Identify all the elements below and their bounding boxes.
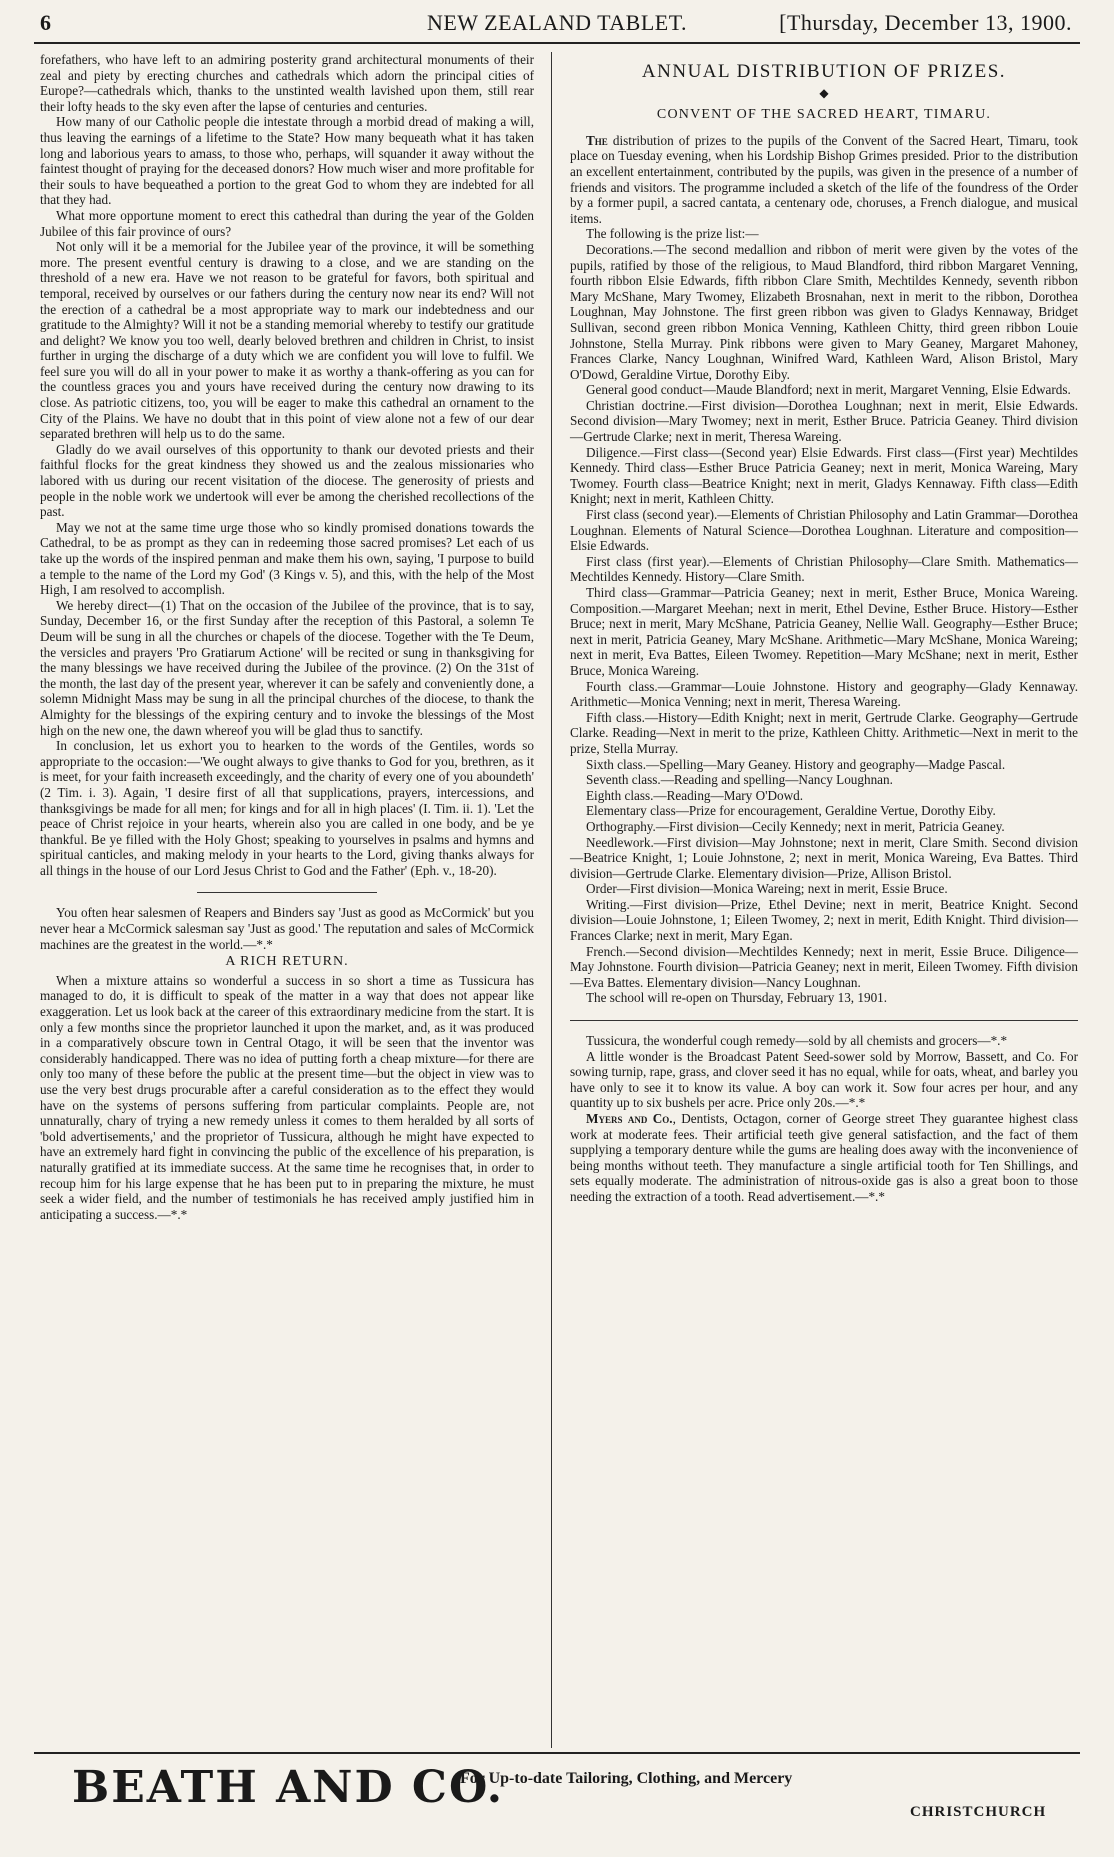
- prize-entry: Needlework.—First division—May Johnstone; next in merit, Clare Smith. Second division—Beatrice Knight, 1; Louie Johnstone, 2; next in merit, Monica Wareing, Eva Battes. Third division—Gertrude Clarke. Elementary division—Prize, Allison Bristol.: [570, 834, 1078, 881]
- prizes-intro: [570, 133, 1078, 227]
- footer-advertisement: [40, 1762, 1080, 1842]
- page-number: 6: [40, 10, 52, 35]
- article-paragraph: forefathers, who have left to an admiring posterity grand architectural monuments of their zeal and piety by erecting churches and cathedrals which adorn the principal cities of Europe?—cathedrals which, thanks to the unstinted wealth lavished upon them, still rear their lofty heads to the sky even after the lapse of centuries and centuries.: [40, 52, 534, 114]
- publication-title: NEW ZEALAND TABLET.: [426, 10, 688, 35]
- article-paragraph: How many of our Catholic people die intestate through a morbid dread of making a will, thus leaving the earnings of a lifetime to the State? How many bequeath what it has taken long and laborious years to amass, to those who, perhaps, will squander it away without the faintest thought of praying for the deceased donors? How much wiser and more profitable for their souls to have bequeathed a portion to the great God to whom they are indebted for all that they had.: [40, 114, 534, 208]
- ad-brand: BEATH AND CO.: [72, 1762, 505, 1813]
- masthead: [34, 8, 1080, 44]
- prize-entry: Fourth class.—Grammar—Louie Johnstone. History and geography—Glady Kennaway. Arithmetic—Monica Venning; next in merit, Theresa Wareing.: [570, 678, 1078, 710]
- seed-sower-notice: A little wonder is the Broadcast Patent Seed-sower sold by Morrow, Bassett, and Co. For sowing turnip, rape, grass, and clover seed it has no equal, while for oats, wheat, and barley you have only to see it to know its value. A boy can work it. Sow four acres per hour, and any quantity up to six bushels per acre. Price only 20s.—*.*: [570, 1048, 1078, 1111]
- prize-entry: French.—Second division—Mechtildes Kennedy; next in merit, Essie Bruce. Diligence—May Johnstone. Fourth division—Patricia Geaney; next in merit, Eileen Twomey. Fifth division—Eva Battes. Elementary division—Nancy Loughnan.: [570, 943, 1078, 990]
- prize-entry: Eighth class.—Reading—Mary O'Dowd.: [586, 787, 804, 803]
- rich-return-article: When a mixture attains so wonderful a success in so short a time as Tussicura has managed to do, it is difficult to speak of the matter in a way that does not appear like exaggeration. Let us look back at the career of this extraordinary medicine from the start. It is only a few months since the proprietor launched it upon the market, and, as it was produced in a comparatively obscure town in Central Otago, it will be seen that the inventor was considerably handicapped. There was no idea of putting forth a cheap mixture—for there are only too many of these before the public at the present time—but the object in view was to use the very best drugs procurable after a careful consideration as to the effect they would have on the systems of persons suffering from particular complaints. People are, not unnaturally, chary of trying a new remedy unless it comes to them heralded by all sorts of 'bold advertisements,' and the proprietor of Tussicura, although he might have expected to have an extremely hard fight in convincing the public of the excellence of his preparation, is naturally gratified at its immediate success. At the same time he recognises that, in order to recoup him for his large expense that he has been put to in preparing the mixture, he must seek a wider field, and the number of testimonials he has received amply justified him in anticipating a success.—*.*: [40, 972, 534, 1222]
- left-column: [40, 52, 534, 1222]
- issue-date: [Thursday, December 13, 1900.: [779, 10, 1072, 35]
- myers-notice: [570, 1111, 1078, 1205]
- right-column: [570, 52, 1078, 1205]
- rich-return-heading: A RICH RETURN.: [225, 954, 349, 970]
- column-divider: [551, 52, 552, 1748]
- prize-entry: Third class—Grammar—Patricia Geaney; next in merit, Esther Bruce, Monica Wareing. Composition.—Margaret Meehan; next in merit, Ethel Devine, Esther Bruce. History—Esther Bruce; next in merit, Mary McShane, Patricia Geaney, Nellie Wall. Geography—Esther Bruce; next in merit, Patricia Geaney, Mary McShane. Arithmetic—Mary McShane, Monica Wareing; next in merit, Eva Battes, Eileen Twomey. Repetition—Mary McShane; next in merit, Esther Bruce, Monica Wareing.: [570, 585, 1078, 678]
- ad-tagline: For Up-to-date Tailoring, Clothing, and Mercery: [460, 1770, 793, 1787]
- article-paragraph: In conclusion, let us exhort you to hearken to the words of the Gentiles, words so appropriate to the occasion:—'We ought always to give thanks to God for you, brethren, as it is meet, for your faith increaseth exceedingly, and the charity of every one of you aboundeth' (2 Tim. i. 3). Again, 'I desire first of all that supplications, prayers, intercessions, and thanksgivings be made for all men; for kings and for all in high places' (I. Tim. ii. 1). 'Let the peace of Christ rejoice in your hearts, wherein also you are called in one body, and be ye thankful. Be ye filled with the Holy Ghost; speaking to yourselves in psalms and hymns and spiritual canticles, and making melody in your hearts to the Lord, giving thanks always for all things in the house of our Lord Jesus Christ to God and the Father' (Eph. v., 18-20).: [40, 738, 534, 878]
- article-paragraph: May we not at the same time urge those who so kindly promised donations towards the Cathedral, to be as prompt as they can in redeeming those sacred promises? Let each of us take up the words of the inspired penman and make them his own, saying, 'I purpose to build a temple to the name of the Lord my God' (3 Kings v. 5), and this, with the help of the Most High, I am resolved to accomplish.: [40, 519, 534, 598]
- prize-entry: First class (first year).—Elements of Christian Philosophy—Clare Smith. Mathematics—Mechtildes Kennedy. History—Clare Smith.: [570, 553, 1078, 585]
- intro-text: distribution of prizes to the pupils of the Convent of the Sacred Heart, Timaru, took place on Tuesday evening, when his Lordship Bishop Grimes presided. Prior to the distribution an excellent entertainment, contributed by the pupils, was given in the presence of a number of friends and visitors. The programme included a sketch of the life of the foundress of the Order by a former pupil, a sacred cantata, a centenary ode, choruses, a French dialogue, and musical items.: [570, 132, 1078, 226]
- ad-city: CHRISTCHURCH: [910, 1804, 1047, 1820]
- prize-list-intro: The following is the prize list:—: [586, 226, 759, 242]
- ornament-icon: ◆: [819, 85, 829, 100]
- prize-entry: Writing.—First division—Prize, Ethel Devine; next in merit, Beatrice Knight. Second division—Louie Johnstone, 1; Eileen Twomey, 2; next in merit, Edith Knight. Third division—Frances Clarke; next in merit, Mary Egan.: [570, 896, 1078, 944]
- prize-entry: First class (second year).—Elements of Christian Philosophy and Latin Grammar—Dorothea Loughnan. Elements of Natural Science—Dorothea Loughnan. Literature and composition—Elsie Edwards.: [570, 507, 1078, 554]
- prize-entry: General good conduct—Maude Blandford; next in merit, Margaret Venning, Elsie Edwards.: [586, 382, 1071, 398]
- prize-entry: Elementary class—Prize for encouragement, Geraldine Vertue, Dorothy Eiby.: [586, 803, 996, 819]
- section-divider: [197, 892, 377, 893]
- section-divider: [570, 1020, 1078, 1021]
- article-paragraph: What more opportune moment to erect this cathedral than during the year of the Golden Jubilee of this fair province of ours?: [40, 207, 534, 239]
- footer-rule: [34, 1752, 1080, 1754]
- prize-entry: Fifth class.—History—Edith Knight; next in merit, Gertrude Clarke. Geography—Gertrude Clarke. Reading—Next in merit to the prize, Kathleen Chitty. Arithmetic—Next in merit to the prize, Stella Murray.: [570, 709, 1078, 756]
- prize-entry: Orthography.—First division—Cecily Kennedy; next in merit, Patricia Geaney.: [586, 818, 1005, 834]
- article-paragraph: Gladly do we avail ourselves of this opportunity to thank our devoted priests and their faithful flocks for the great kindness they showed us and the zealous missionaries who labored with us during our recent visitation of the diocese. The generosity of priests and people in the noble work we undertook will ever be among the cherished recollections of the past.: [40, 441, 534, 520]
- prize-entry: Order—First division—Monica Wareing; next in merit, Essie Bruce.: [586, 881, 948, 897]
- tussicura-notice: Tussicura, the wonderful cough remedy—sold by all chemists and grocers—*.*: [586, 1033, 1008, 1049]
- prize-entry: Christian doctrine.—First division—Dorothea Loughnan; next in merit, Elsie Edwards. Second division—Mary Twomey; next in merit, Esther Bruce. Patricia Geaney. Third division—Gertrude Clarke; next in merit, Theresa Wareing.: [570, 397, 1078, 445]
- prize-entry: Diligence.—First class—(Second year) Elsie Edwards. First class—(First year) Mechtildes Kennedy. Third class—Esther Bruce Patricia Geaney; next in merit, Monica Wareing, Mary Twomey. Fourth class—Beatrice Knight; next in merit, Gladys Kennaway. Fifth class—Edith Knight; next in merit, Kathleen Chitty.: [570, 444, 1078, 507]
- myers-lead: Myers and Co.: [586, 1111, 673, 1126]
- mccormick-notice: You often hear salesmen of Reapers and Binders say 'Just as good as McCormick' but you never hear a McCormick salesman say 'Just as good.' The reputation and sales of McCormick machines are the greatest in the world.—*.*: [40, 905, 534, 952]
- prizes-subheading: CONVENT OF THE SACRED HEART, TIMARU.: [656, 107, 992, 123]
- article-paragraph: Not only will it be a memorial for the Jubilee year of the province, it will be something more. The present eventful century is drawing to a close, and we are standing on the threshold of a new era. Have we not reason to be grateful for favors, both spiritual and temporal, received by ourselves or our fathers during the century now near its end? Will not the erection of a cathedral be a most appropriate way to mark our indebtedness and our gratitude to the Almighty? Will it not be a standing memorial whereby to testify our gratitude and delight? We know you too well, dearly beloved brethren and children in Christ, to insist further in urging the discharge of a duty which we are confident you will love to fulfil. We feel sure you will do all in your power to make it as worthy a thank-offering as you can for the countless graces you and yours have received during the century now drawing to its close. As patriotic citizens, too, you will be eager to make this cathedral an ornament to the City of the Plains. We have no doubt that in this point of view alone not a few of our dear separated brethren will help us to do the same.: [40, 239, 534, 442]
- prizes-heading: ANNUAL DISTRIBUTION OF PRIZES.: [641, 61, 1007, 82]
- intro-lead: The: [586, 132, 608, 148]
- article-paragraph: We hereby direct—(1) That on the occasion of the Jubilee of the province, that is to say, Sunday, December 16, or the first Sunday after the reception of this Pastoral, a solemn Te Deum will be sung in all the churches or chapels of the diocese. Together with the Te Deum, the versicles and prayers 'Pro Gratiarum Actione' will be recited or sung in thanksgiving for the many blessings we have received during the Jubilee of the province. (2) On the 31st of the month, the last day of the present year, wherever it can be safely and conveniently done, a solemn Midnight Mass may be sung in all the principal churches of the diocese, to thank the Almighty for the blessings of the expiring century and to invoke the blessings of the Most high on the new one, the dawn whereof you will be glad thus to sanctify.: [40, 597, 534, 738]
- reopen-notice: The school will re-open on Thursday, February 13, 1901.: [586, 990, 888, 1006]
- prize-entry: Sixth class.—Spelling—Mary Geaney. History and geography—Madge Pascal.: [586, 756, 1006, 772]
- prize-entry: Decorations.—The second medallion and ribbon of merit were given by the votes of the pupils, ratified by those of the religious, to Maud Blandford, third ribbon Margaret Venning, fourth ribbon Elsie Edwards, fifth ribbon Clare Smith, Mechtildes Kennedy, seventh ribbon Mary McShane, Mary Twomey, Elizabeth Brosnahan, next in merit to the ribbon, Dorothea Loughnan, May Johnstone. The first green ribbon was given to Gladys Kennaway, Bridget Sullivan, second green ribbon Monica Venning, Kathleen Chitty, third green ribbon Louie Johnstone, Stella Murray. Pink ribbons were given to Mary Geaney, Margaret Mahoney, Frances Clarke, Nancy Loughnan, Winifred Ward, Kathleen Ward, Alison Bristol, Mary O'Dowd, Geraldine Virtue, Dorothy Eiby.: [570, 241, 1078, 382]
- myers-text: , Dentists, Octagon, corner of George street They guarantee highest class work at moderate fees. Their artificial teeth give general satisfaction, and the fact of them supplying a temporary denture while the gums are healing does away with the inconvenience of being months without teeth. They manufacture a single artificial tooth for Ten Shillings, and sets equally moderate. The administration of nitrous-oxide gas is also a great boon to those needing the extraction of a tooth. Read advertisement.—*.*: [570, 1111, 1078, 1204]
- prize-entry: Seventh class.—Reading and spelling—Nancy Loughnan.: [586, 772, 893, 788]
